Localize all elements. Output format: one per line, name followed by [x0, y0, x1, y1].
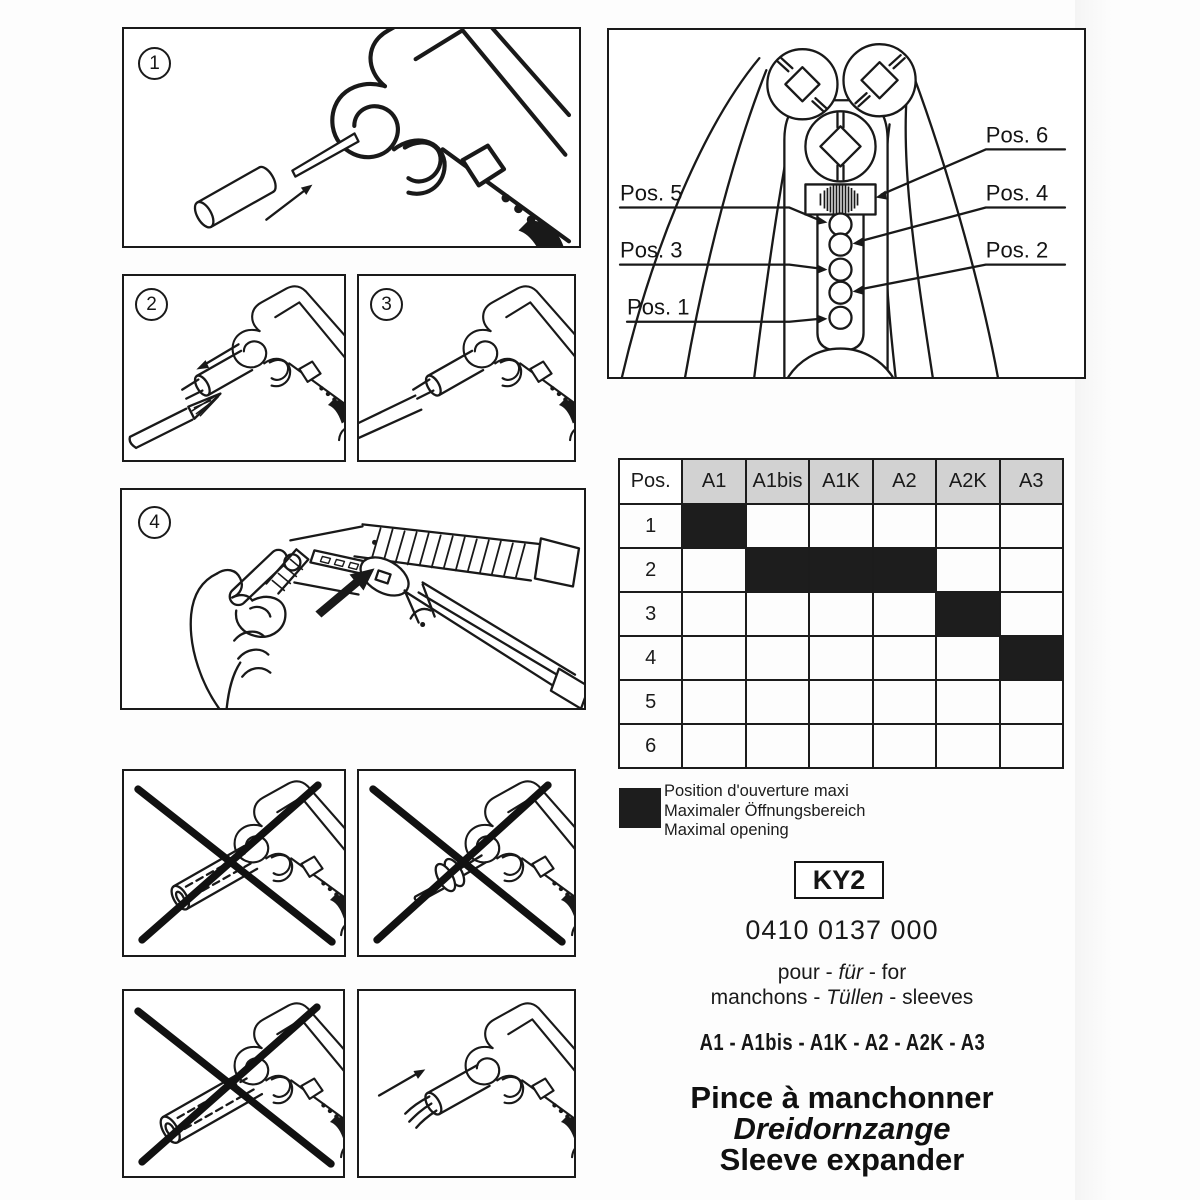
table-row — [619, 724, 1063, 768]
matrix-cell — [1000, 504, 1063, 548]
pos2-label: Pos. 2 — [985, 237, 1049, 263]
adjuster-pos6 — [805, 184, 875, 214]
matrix-cell — [746, 636, 809, 680]
table-row — [619, 680, 1063, 724]
position-diagram-panel — [607, 28, 1086, 379]
matrix-cell — [809, 592, 872, 636]
pos5-label: Pos. 5 — [620, 180, 683, 206]
step-number-badge: 1 — [138, 47, 171, 80]
step1-illustration — [124, 29, 579, 246]
title-german: Dreidornzange — [733, 1111, 951, 1146]
tool-head-diagram — [609, 30, 1084, 377]
matrix-cell — [936, 724, 999, 768]
sleeve-column-header: A2K — [936, 459, 999, 504]
row-position-label: 1 — [619, 504, 682, 548]
matrix-cell — [809, 724, 872, 768]
table-row — [619, 548, 1063, 592]
matrix-cell — [682, 636, 745, 680]
matrix-cell — [936, 680, 999, 724]
scan-edge-shading — [1075, 0, 1200, 1200]
sleeves-fr: manchons - — [710, 986, 827, 1009]
sleeve-types: A1 - A1bis - A1K - A2 - A2K - A3 — [699, 1029, 985, 1055]
matrix-cell — [1000, 724, 1063, 768]
matrix-cell — [873, 592, 936, 636]
step-number-badge: 2 — [135, 288, 168, 321]
pos1-label: Pos. 1 — [627, 294, 690, 320]
matrix-cell — [682, 592, 745, 636]
step3-panel — [357, 274, 576, 462]
matrix-cell — [746, 504, 809, 548]
matrix-cell — [809, 680, 872, 724]
matrix-cell — [809, 548, 872, 592]
matrix-cell — [936, 592, 999, 636]
matrix-cell — [809, 636, 872, 680]
matrix-cell — [746, 548, 809, 592]
row-position-label: 3 — [619, 592, 682, 636]
insert-arrow-icon — [266, 185, 312, 220]
matrix-cell — [1000, 680, 1063, 724]
wire — [130, 394, 221, 448]
matrix-cell — [1000, 592, 1063, 636]
table-row — [619, 636, 1063, 680]
pos3-label: Pos. 3 — [620, 237, 683, 263]
table-row — [619, 504, 1063, 548]
part-number: 0410 0137 000 — [745, 915, 939, 945]
sleeves-en: - sleeves — [883, 986, 974, 1009]
sleeves-de: Tüllen — [826, 986, 884, 1009]
matrix-cell — [873, 680, 936, 724]
warning-panel-2 — [357, 769, 576, 957]
title-french: Pince à manchonner — [690, 1080, 994, 1115]
sleeve-column-header: A1K — [809, 459, 872, 504]
pos4-label: Pos. 4 — [985, 180, 1049, 206]
warning-panel-3 — [122, 989, 345, 1178]
matrix-cell — [1000, 636, 1063, 680]
matrix-cell — [746, 724, 809, 768]
matrix-cell — [746, 680, 809, 724]
sleeve-column-header: A3 — [1000, 459, 1063, 504]
title-english: Sleeve expander — [719, 1142, 965, 1177]
correct-illustration — [359, 991, 574, 1176]
step4-illustration — [122, 490, 584, 708]
insert-arrow-icon — [379, 1069, 425, 1095]
for-line — [607, 961, 1077, 985]
step4-panel — [120, 488, 586, 710]
for-fr: pour - — [777, 961, 839, 984]
sleeve-types-line — [607, 1029, 1077, 1056]
matrix-cell — [873, 504, 936, 548]
matrix-cell — [936, 504, 999, 548]
matrix-cell — [682, 504, 745, 548]
row-position-label: 6 — [619, 724, 682, 768]
position-table — [618, 458, 1064, 769]
legend-line-fr: Position d'ouverture maxi — [664, 782, 849, 800]
matrix-cell — [746, 592, 809, 636]
matrix-cell — [936, 636, 999, 680]
matrix-cell — [682, 548, 745, 592]
sleeve-column-header: A1bis — [746, 459, 809, 504]
for-en: - for — [863, 961, 907, 984]
sleeve-column-header: A2 — [873, 459, 936, 504]
for-de: für — [838, 961, 864, 984]
pliers-tool — [230, 524, 584, 708]
matrix-cell — [682, 680, 745, 724]
warning3-illustration — [124, 991, 343, 1176]
matrix-cell — [873, 548, 936, 592]
position-holes — [829, 214, 851, 329]
expander-pin — [292, 133, 358, 176]
model-badge: KY2 — [794, 861, 884, 899]
row-position-label: 5 — [619, 680, 682, 724]
table-row — [619, 592, 1063, 636]
row-position-label: 2 — [619, 548, 682, 592]
matrix-cell — [873, 724, 936, 768]
matrix-cell — [809, 504, 872, 548]
legend-swatch — [619, 788, 661, 828]
sleeve-column-header: A1 — [682, 459, 745, 504]
correct-placement-panel — [357, 989, 576, 1178]
step1-panel — [122, 27, 581, 248]
pos6-label: Pos. 6 — [985, 122, 1049, 148]
step-number-badge: 3 — [370, 288, 403, 321]
matrix-cell — [873, 636, 936, 680]
matrix-cell — [936, 548, 999, 592]
matrix-cell — [682, 724, 745, 768]
step-number-badge: 4 — [138, 506, 171, 539]
step2-panel — [122, 274, 346, 462]
sleeve-cylinder — [191, 167, 275, 230]
matrix-cell — [1000, 548, 1063, 592]
warning2-illustration — [359, 771, 574, 955]
wire-inserted — [359, 396, 421, 438]
legend-text — [664, 782, 865, 841]
warning-panel-1 — [122, 769, 346, 957]
pos-column-header: Pos. — [619, 459, 682, 504]
row-position-label: 4 — [619, 636, 682, 680]
sleeves-line — [607, 986, 1077, 1010]
legend-line-de: Maximaler Öffnungsbereich — [664, 801, 866, 820]
warning1-illustration — [124, 771, 344, 955]
legend-line-en: Maximal opening — [664, 821, 789, 839]
thick-arrow-icon — [315, 568, 374, 617]
product-titles — [607, 1082, 1077, 1175]
